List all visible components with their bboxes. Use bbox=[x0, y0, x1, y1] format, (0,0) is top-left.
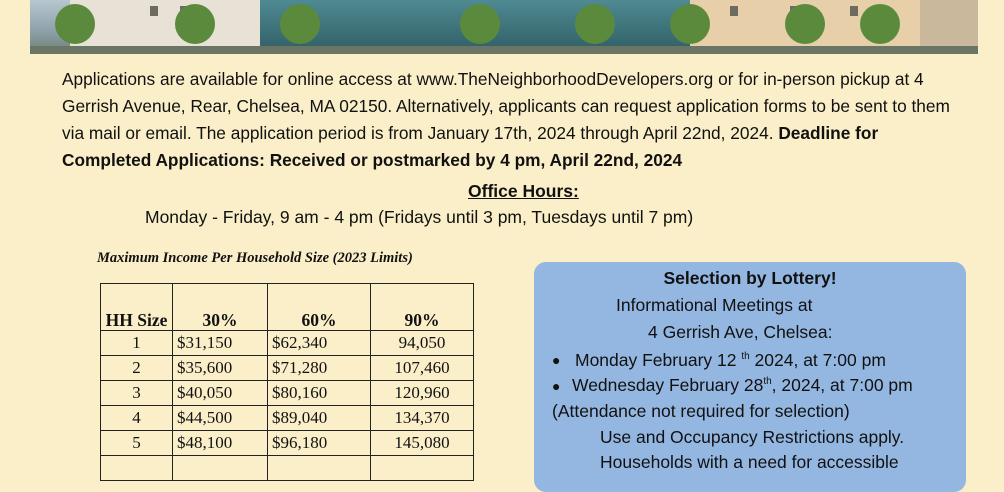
table-cell: $89,040 bbox=[268, 406, 371, 431]
table-row bbox=[101, 356, 474, 381]
window bbox=[730, 6, 738, 16]
table-cell bbox=[173, 456, 268, 481]
table-cell: $44,500 bbox=[173, 406, 268, 431]
tree bbox=[575, 4, 615, 44]
table-cell: 3 bbox=[101, 381, 173, 406]
tree bbox=[55, 4, 95, 44]
meeting-1-time: 2024, at 7:00 pm bbox=[749, 350, 886, 370]
meeting-2 bbox=[572, 375, 913, 396]
accessible-note: Households with a need for accessible bbox=[600, 452, 899, 472]
table-cell: 94,050 bbox=[371, 331, 474, 356]
table-row bbox=[101, 331, 474, 356]
table-cell: $31,150 bbox=[173, 331, 268, 356]
lottery-info-box bbox=[534, 262, 966, 492]
window bbox=[850, 6, 858, 16]
lottery-title: Selection by Lottery! bbox=[663, 268, 837, 288]
header-60-percent: 60% bbox=[268, 284, 371, 331]
table-cell: $80,160 bbox=[268, 381, 371, 406]
tree bbox=[175, 4, 215, 44]
table-cell: $71,280 bbox=[268, 356, 371, 381]
office-hours-title: Office Hours: bbox=[468, 181, 579, 201]
meetings-line2: 4 Gerrish Ave, Chelsea: bbox=[648, 322, 833, 342]
tree bbox=[860, 4, 900, 44]
table-cell: 120,960 bbox=[371, 381, 474, 406]
restrictions-note: Use and Occupancy Restrictions apply. bbox=[600, 427, 905, 447]
meeting-2-date: Wednesday February 28 bbox=[572, 375, 764, 395]
meeting-2-suffix: th bbox=[763, 376, 772, 388]
table-cell bbox=[268, 456, 371, 481]
table-cell: $48,100 bbox=[173, 431, 268, 456]
tree bbox=[460, 4, 500, 44]
meeting-1 bbox=[575, 350, 886, 371]
table-cell: 145,080 bbox=[371, 431, 474, 456]
table-cell bbox=[101, 456, 173, 481]
table-cell: 2 bbox=[101, 356, 173, 381]
building-rendering-image bbox=[30, 0, 978, 54]
meeting-1-date: Monday February 12 bbox=[575, 350, 742, 370]
table-row bbox=[101, 431, 474, 456]
table-row bbox=[101, 406, 474, 431]
office-hours-text: Monday - Friday, 9 am - 4 pm (Fridays until 3 pm, Tuesdays until 7 pm) bbox=[145, 207, 694, 227]
table-cell: $35,600 bbox=[173, 356, 268, 381]
meeting-2-time: , 2024, at 7:00 pm bbox=[771, 375, 913, 395]
window bbox=[150, 6, 158, 16]
tree bbox=[280, 4, 320, 44]
table-header-row bbox=[101, 284, 474, 331]
ground bbox=[30, 46, 978, 54]
bullet-icon: ● bbox=[552, 352, 561, 368]
table-cell: 107,460 bbox=[371, 356, 474, 381]
application-info-text: Applications are available for online access at www.TheNeighborhoodDevelopers.org or for in-person pickup at 4 Gerrish Avenue, Rear, Chelsea, MA 02150. Alternatively, applicants can request application forms to be sent to them via mail or email. The application period is from January 17th, 2024 through April 22nd, 2024. bbox=[62, 69, 950, 143]
table-cell bbox=[371, 456, 474, 481]
application-info-paragraph bbox=[62, 66, 962, 174]
bullet-icon: ● bbox=[552, 378, 561, 394]
table-cell: 134,370 bbox=[371, 406, 474, 431]
table-cell: $62,340 bbox=[268, 331, 371, 356]
table-cell: $40,050 bbox=[173, 381, 268, 406]
table-row bbox=[101, 381, 474, 406]
table-cell: 5 bbox=[101, 431, 173, 456]
table-cell: 4 bbox=[101, 406, 173, 431]
header-30-percent: 30% bbox=[173, 284, 268, 331]
attendance-note: (Attendance not required for selection) bbox=[552, 401, 850, 421]
income-limits-table bbox=[100, 283, 474, 481]
table-cell: 1 bbox=[101, 331, 173, 356]
tree bbox=[785, 4, 825, 44]
meeting-1-suffix: th bbox=[741, 351, 750, 363]
table-row bbox=[101, 456, 474, 481]
income-table-title: Maximum Income Per Household Size (2023 Limits) bbox=[97, 250, 413, 266]
meetings-line1: Informational Meetings at bbox=[616, 295, 813, 315]
header-90-percent: 90% bbox=[371, 284, 474, 331]
table-cell: $96,180 bbox=[268, 431, 371, 456]
tree bbox=[670, 4, 710, 44]
deadline-text: Deadline for Completed Applications: Received or postmarked by 4 pm, April 22nd, 2024 bbox=[62, 123, 879, 170]
header-hh-size: HH Size bbox=[101, 284, 173, 331]
